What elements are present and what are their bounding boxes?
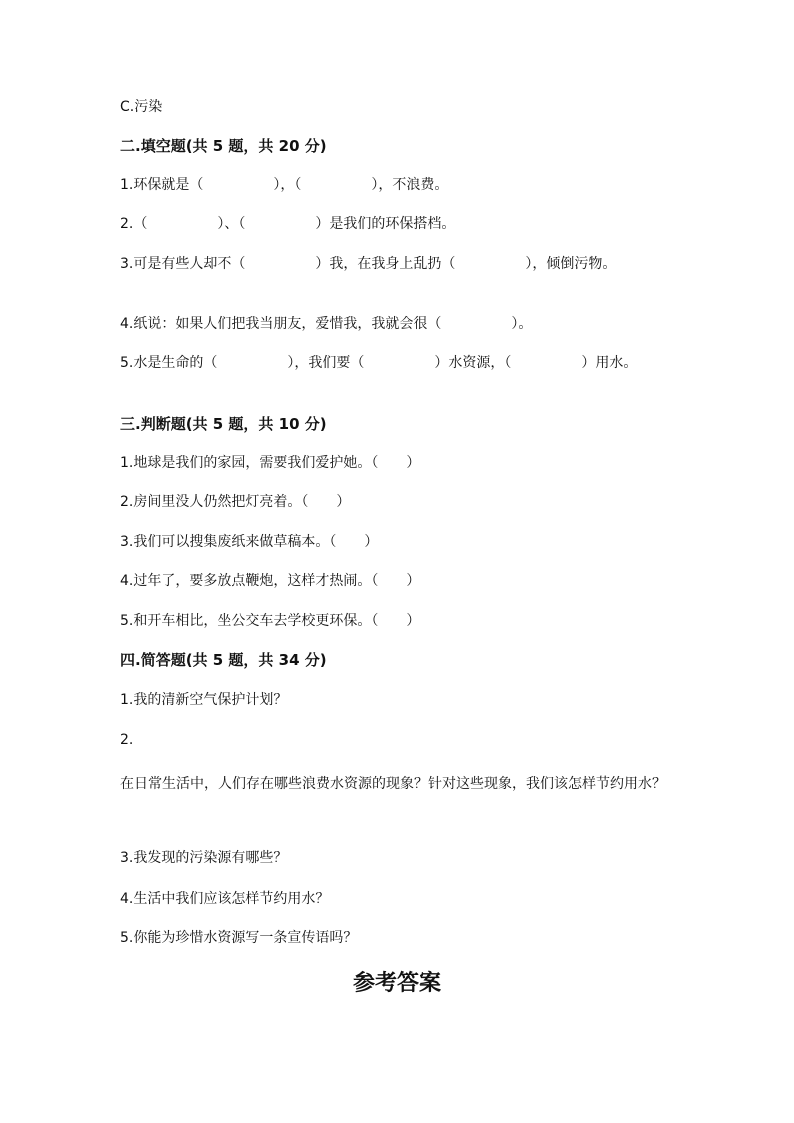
answer-section-title: 参考答案 (352, 970, 441, 996)
short-answer-question-2-text: 在日常生活中，人们存在哪些浪费水资源的现象？针对这些现象，我们该怎样节约用水？ (120, 776, 666, 792)
prev-option: C.污染 (120, 99, 163, 115)
true-false-question-2: 2.房间里没人仍然把灯亮着。（ ） (120, 494, 351, 510)
short-answer-question-1: 1.我的清新空气保护计划？ (120, 692, 288, 708)
fill-blank-question-1: 1.环保就是（ ），（ ），不浪费。 (120, 177, 449, 193)
section-title-short-answer: 四.简答题(共 5 题，共 34 分) (120, 651, 327, 669)
fill-blank-question-3: 3.可是有些人却不（ ）我，在我身上乱扔（ ），倾倒污物。 (120, 256, 617, 272)
short-answer-question-3: 3.我发现的污染源有哪些？ (120, 850, 288, 866)
fill-blank-question-4: 4.纸说：如果人们把我当朋友，爱惜我，我就会很（ ）。 (120, 316, 533, 332)
section-title-true-false: 三.判断题(共 5 题，共 10 分) (120, 415, 327, 433)
true-false-question-1: 1.地球是我们的家园，需要我们爱护她。（ ） (120, 455, 421, 471)
true-false-question-5: 5.和开车相比，坐公交车去学校更环保。（ ） (120, 613, 421, 629)
short-answer-question-2-number: 2. (120, 732, 134, 748)
section-title-fill-blank: 二.填空题(共 5 题，共 20 分) (120, 137, 327, 155)
fill-blank-question-5: 5.水是生命的（ ），我们要（ ）水资源，（ ）用水。 (120, 355, 638, 371)
true-false-question-3: 3.我们可以搜集废纸来做草稿本。（ ） (120, 534, 379, 550)
short-answer-question-5: 5.你能为珍惜水资源写一条宣传语吗？ (120, 930, 358, 946)
short-answer-question-4: 4.生活中我们应该怎样节约用水？ (120, 891, 330, 907)
true-false-question-4: 4.过年了，要多放点鞭炮，这样才热闹。（ ） (120, 573, 421, 589)
fill-blank-question-2: 2.（ ）、（ ）是我们的环保搭档。 (120, 216, 456, 232)
